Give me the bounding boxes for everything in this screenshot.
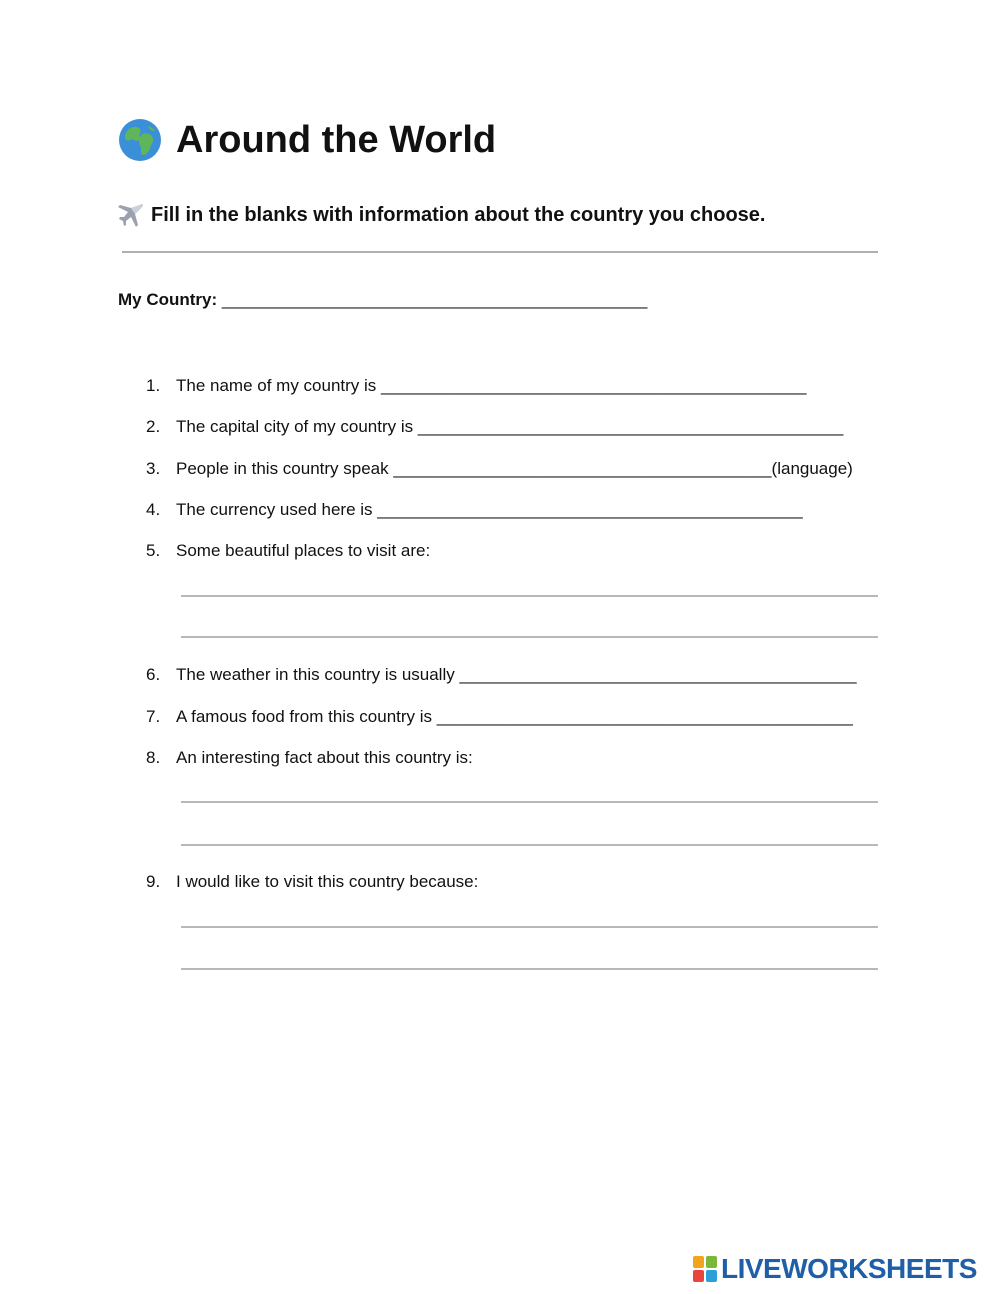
answer-line[interactable] — [181, 595, 878, 597]
answer-line[interactable] — [181, 968, 878, 970]
answer-line[interactable] — [181, 636, 878, 638]
title-text: Around the World — [176, 119, 497, 161]
question-6 — [146, 664, 857, 686]
question-1 — [146, 375, 807, 397]
question-text: People in this country speak — [176, 459, 389, 478]
question-text: The weather in this country is usually — [176, 665, 455, 684]
question-7 — [146, 706, 853, 728]
answer-blank[interactable]: _____________________________________________ — [377, 500, 803, 519]
question-text: An interesting fact about this country is: — [176, 748, 473, 767]
question-5 — [146, 540, 430, 562]
liveworksheets-logo — [693, 1254, 977, 1284]
answer-blank[interactable]: _____________________________________________ — [381, 376, 807, 395]
question-3 — [146, 458, 853, 480]
question-text: The currency used here is — [176, 500, 373, 519]
instruction-text: Fill in the blanks with information about the country you choose. — [151, 204, 766, 226]
instruction-line — [118, 202, 765, 228]
question-text: Some beautiful places to visit are: — [176, 541, 431, 560]
question-number: 2. — [146, 417, 161, 436]
answer-line[interactable] — [181, 844, 878, 846]
question-number: 4. — [146, 500, 161, 519]
question-number: 3. — [146, 459, 161, 478]
question-text: I would like to visit this country because: — [176, 872, 479, 891]
question-9 — [146, 871, 478, 893]
answer-blank[interactable]: __________________________________________ — [459, 665, 857, 684]
globe-icon — [118, 118, 162, 162]
question-2 — [146, 416, 843, 438]
question-text: A famous food from this country is — [176, 707, 433, 726]
answer-blank[interactable]: ____________________________________________ — [436, 707, 853, 726]
answer-line[interactable] — [181, 926, 878, 928]
question-4 — [146, 499, 803, 521]
my-country-row — [118, 289, 647, 311]
page-title — [118, 116, 496, 164]
question-number: 6. — [146, 665, 161, 684]
question-text: The capital city of my country is — [176, 417, 414, 436]
my-country-label: My Country: — [118, 290, 218, 309]
question-number: 1. — [146, 376, 161, 395]
header-divider — [122, 251, 878, 253]
question-number: 5. — [146, 541, 161, 560]
question-number: 9. — [146, 872, 161, 891]
question-8 — [146, 747, 473, 769]
answer-blank[interactable]: _____________________________________________ — [417, 417, 844, 436]
liveworksheets-logo-text: LIVEWORKSHEETS — [721, 1253, 977, 1284]
question-suffix: (language) — [771, 459, 853, 478]
question-text: The name of my country is — [176, 376, 377, 395]
answer-line[interactable] — [181, 801, 878, 803]
question-number: 8. — [146, 748, 161, 767]
liveworksheets-logo-icon — [693, 1256, 717, 1282]
my-country-blank[interactable]: _____________________________________________ — [221, 290, 648, 309]
airplane-icon — [118, 202, 144, 228]
question-number: 7. — [146, 707, 161, 726]
answer-blank[interactable]: ________________________________________ — [393, 459, 772, 478]
